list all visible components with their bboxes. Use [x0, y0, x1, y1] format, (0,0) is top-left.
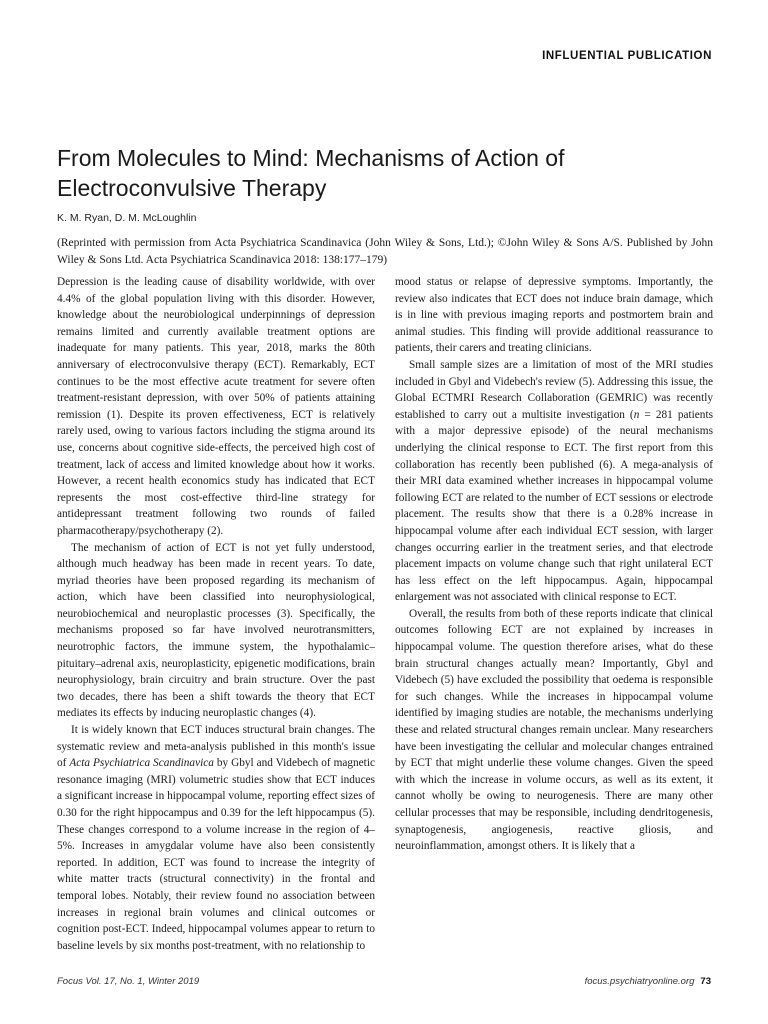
- right-column-flow: [395, 274, 713, 855]
- footer-url: focus.psychiatryonline.org: [584, 976, 695, 987]
- paragraph-4-text-b: = 281 patients with a major depressive episode) of the neural mechanisms underlying the clinical response to ECT. The first report from this collaboration has recently been published (6). A mega-analysis of their MRI data examined whether increases in hippocampal volume following ECT are related to the number of ECT sessions or electrode placement. The results show that there is a 0.28% increase in hippocampal volume after each individual ECT session, with larger changes occurring earlier in the treatment series, and that electrode placement impacts on volume change such that right unilateral ECT has less effect on the left hippocampus. Again, hippocampal enlargement was not associated with clinical response to ECT.: [395, 408, 713, 604]
- journal-name: Acta Psychiatrica Scandinavica: [69, 757, 214, 770]
- paragraph-5: Overall, the results from both of these reports indicate that clinical outcomes following ECT are not explained by increases in hippocampal volume. The question therefore arises, what do these brain structural changes actually mean? Importantly, Gbyl and Videbech (5) have excluded the possibility that oedema is responsible for such changes. While the increases in hippocampal volume identified by imaging studies are notable, the mechanisms underlying these and related structural changes remain unclear. Many researchers have been investigating the cellular and molecular changes entrained by ECT that might underlie these volume changes. Given the speed with which the increase in volume occurs, as well as its extent, it cannot wholly be owing to neurogenesis. There are many other cellular processes that may be responsible, including dendritogenesis, synaptogenesis, angiogenesis, reactive gliosis, and neuroinflammation, amongst others. It is likely that a: [395, 607, 713, 853]
- body-column-right: [395, 274, 713, 954]
- paragraph-3-text-b: by Gbyl and Videbech of magnetic resonance imaging (MRI) volumetric studies show that ECT induces a significant increase in hippocampal volume, reporting effect sizes of 0.30 for the right hippocampus and 0.39 for the left hippocampus (5). These changes correspond to a volume increase in the region of 4–5%. Increases in amygdalar volume have also been consistently reported. In addition, ECT was found to increase the integrity of white matter tracts (structural connectivity) in the frontal and temporal lobes. Notably, their review found no association between increases in regional brain volumes and clinical outcomes or cognition post-ECT. Indeed, hippocampal volumes appear to return to baseline levels by six months post-treatment, with no relationship to: [57, 757, 375, 952]
- article-title: From Molecules to Mind: Mechanisms of Action of Electroconvulsive Therapy: [57, 145, 565, 201]
- page-number: 73: [700, 976, 711, 987]
- sample-size-n: n: [633, 408, 640, 421]
- paragraph-3-text-a: It is widely known that ECT induces structural brain changes. The systematic review and meta-analysis published in this month's issue of: [57, 724, 375, 770]
- paragraph-4: [395, 357, 713, 606]
- paragraph-1: Depression is the leading cause of disability worldwide, with over 4.4% of the global population living with this disorder. However, knowledge about the neurobiological underpinnings of depression remains limited and currently available treatment options are inadequate for many patients. This year, 2018, marks the 80th anniversary of electroconvulsive therapy (ECT). Remarkably, ECT continues to be the most effective acute treatment for severe often treatment-resistant depression, with over 50% of patients attaining remission (1). Despite its proven effectiveness, ECT is relatively rarely used, owing to various factors including the stigma around its use, concerns about cognitive side-effects, the perceived high cost of treatment, lack of access and limited knowledge about how it works. However, a recent health economics study has indicated that ECT represents the most cost-effective third-line strategy for antidepressant treatment following two rounds of failed pharmacotherapy/psychotherapy (2).: [57, 276, 375, 537]
- footer-right: [585, 976, 711, 987]
- paragraph-2: The mechanism of action of ECT is not yet fully understood, although much headway has been made in recent years. To date, myriad theories have been proposed regarding its mechanism of action, which have been classified into neurophysiological, neurobiochemical and neuroplastic processes (3). Specifically, the mechanisms proposed so far have involved neurotransmitters, neurotrophic factors, the immune system, the hypothalamic–pituitary–adrenal axis, neuroplasticity, epigenetic modifications, brain neurophysiology, brain circuitry and brain structure. Over the past two decades, there has been a shift towards the theory that ECT mediates its effects by inducing neuroplastic changes (4).: [57, 541, 375, 720]
- paragraph-3: [57, 722, 375, 954]
- body-column-left: [57, 274, 375, 954]
- paragraph-4-text-a: Small sample sizes are a limitation of most of the MRI studies included in Gbyl and Videbech's review (5). Addressing this issue, the Global ECTMRI Research Collaboration (GEMRIC) was recently established to carry out a multisite investigation (: [395, 358, 713, 421]
- section-label: INFLUENTIAL PUBLICATION: [542, 50, 712, 62]
- article-authors: K. M. Ryan, D. M. McLoughlin: [57, 212, 197, 224]
- footer-journal: Focus Vol. 17, No. 1, Winter 2019: [57, 976, 200, 987]
- reprint-note: (Reprinted with permission from Acta Psychiatrica Scandinavica (John Wiley & Sons, Ltd.); ©John Wiley & Sons A/S. Published by John Wiley & Sons Ltd. Acta Psychiatrica Scandinavica 2018: 138:177–179): [57, 237, 713, 266]
- paragraph-3-continued: mood status or relapse of depressive symptoms. Importantly, the review also indicates that ECT does not induce brain damage, which is in line with previous imaging reports and postmortem brain and animal studies. This finding will provide additional reassurance to patients, their carers and treating clinicians.: [395, 276, 713, 355]
